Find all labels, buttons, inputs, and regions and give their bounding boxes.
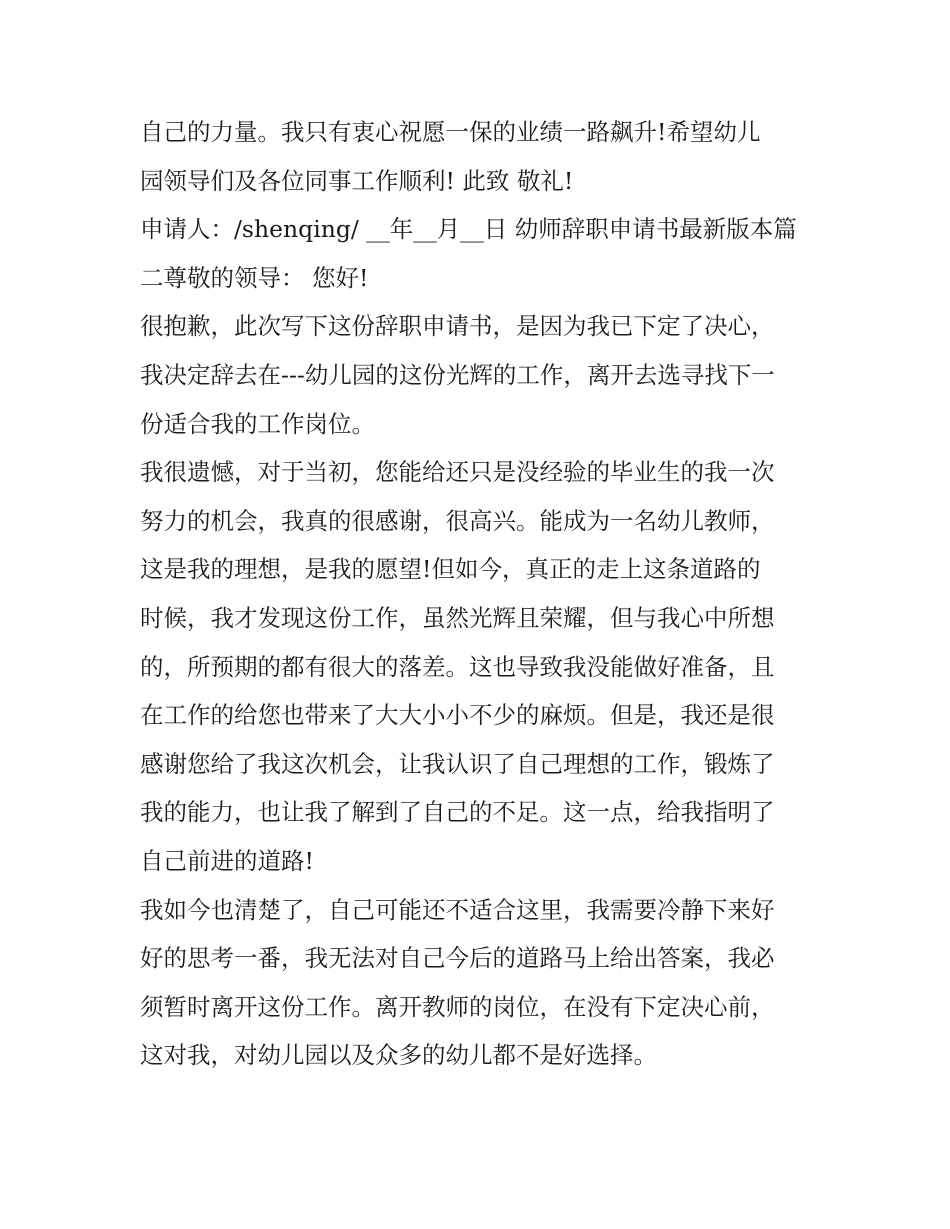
text-line: 在工作的给您也带来了大大小小不少的麻烦。但是，我还是很	[140, 701, 775, 730]
text-line: 自己前进的道路!	[140, 846, 314, 875]
text-line: 我决定辞去在---幼儿园的这份光辉的工作，离开去选寻找下一	[140, 360, 775, 389]
text-line: 我如今也清楚了，自己可能还不适合这里，我需要冷静下来好	[140, 895, 775, 924]
text-line: 申请人：/shenqing/ __年__月__日 幼师辞职申请书最新版本篇	[140, 215, 797, 244]
text-line: 须暂时离开这份工作。离开教师的岗位，在没有下定决心前，	[140, 992, 775, 1021]
text-line: 自己的力量。我只有衷心祝愿一保的业绩一路飙升!希望幼儿	[140, 118, 761, 146]
text-line: 这是我的理想，是我的愿望!但如今，真正的走上这条道路的	[140, 555, 761, 584]
text-line: 感谢您给了我这次机会，让我认识了自己理想的工作，锻炼了	[140, 749, 775, 778]
text-line: 的，所预期的都有很大的落差。这也导致我没能做好准备，且	[140, 652, 775, 681]
text-line: 这对我，对幼儿园以及众多的幼儿都不是好选择。	[140, 1041, 657, 1070]
text-line: 很抱歉，此次写下这份辞职申请书，是因为我已下定了决心，	[140, 312, 775, 341]
text-line: 二尊敬的领导： 您好!	[140, 263, 369, 292]
text-line: 份适合我的工作岗位。	[140, 409, 375, 438]
document-body	[140, 108, 820, 1080]
text-line: 好的思考一番，我无法对自己今后的道路马上给出答案，我必	[140, 944, 775, 973]
text-line: 时候，我才发现这份工作，虽然光辉且荣耀，但与我心中所想	[140, 603, 775, 632]
text-line: 我很遗憾，对于当初，您能给还只是没经验的毕业生的我一次	[140, 458, 775, 487]
text-line: 我的能力，也让我了解到了自己的不足。这一点，给我指明了	[140, 798, 775, 827]
text-line: 园领导们及各位同事工作顺利! 此致 敬礼!	[140, 166, 574, 195]
text-line: 努力的机会，我真的很感谢，很高兴。能成为一名幼儿教师，	[140, 506, 775, 535]
